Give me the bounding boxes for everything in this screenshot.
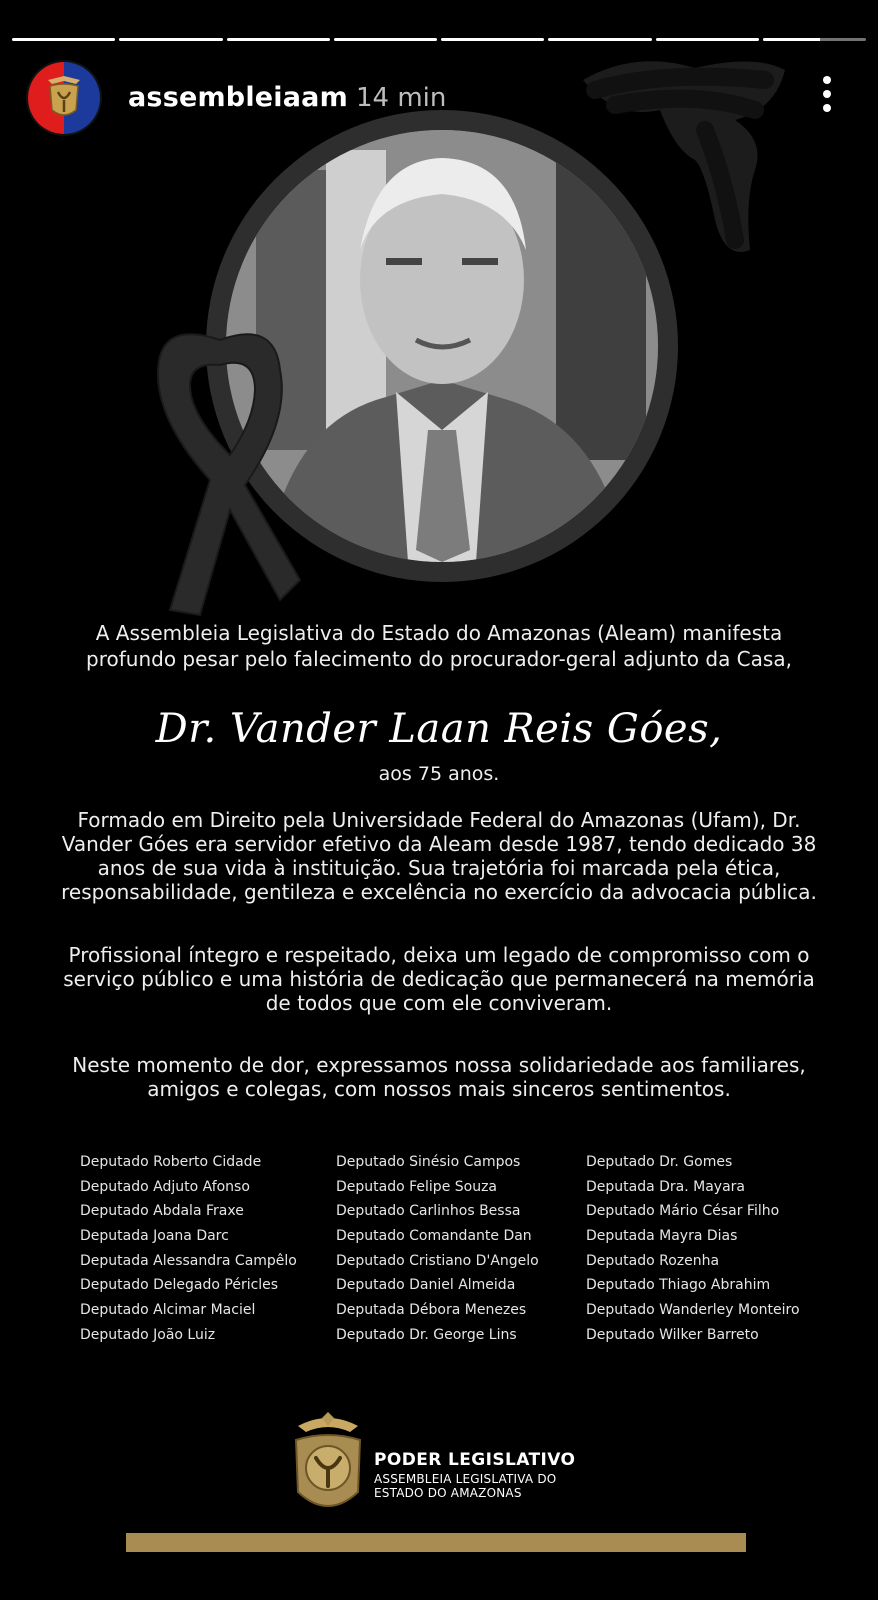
intro-text: A Assembleia Legislativa do Estado do Amazonas (Aleam) manifesta profundo pesar pelo falecimento do procurador-geral adjunto da Casa,	[86, 621, 792, 671]
deputies-list	[80, 1150, 838, 1350]
progress-segment	[119, 38, 222, 41]
deputy-name: Deputada Joana Darc	[80, 1228, 229, 1245]
mourning-ribbon-icon	[150, 310, 310, 630]
deputy-name: Deputado Roberto Cidade	[80, 1154, 262, 1170]
deputy-name: Deputado Adjuto Afonso	[80, 1178, 250, 1195]
footer-subtitle	[374, 1472, 604, 1500]
deputy-name: Deputado Daniel Almeida	[336, 1277, 516, 1294]
progress-segment	[548, 38, 651, 41]
progress-segment	[334, 38, 437, 41]
deputy-name: Deputado Carlinhos Bessa	[336, 1203, 521, 1220]
assembly-crest-icon	[288, 1412, 368, 1522]
deputies-column-3	[586, 1150, 800, 1348]
deputy-name: Deputado Wilker Barreto	[586, 1326, 759, 1343]
deputy-name: Deputada Alessandra Campêlo	[80, 1252, 297, 1269]
deputy-name: Deputado Alcimar Maciel	[80, 1302, 256, 1319]
deputy-name: Deputado Comandante Dan	[336, 1228, 532, 1245]
biography-paragraph: Formado em Direito pela Universidade Federal do Amazonas (Ufam), Dr. Vander Góes era servidor efetivo da Aleam desde 1987, tendo dedicado 38 anos de sua vida à instituição. Sua trajetória foi marcada pela ética, responsabilidade, gentileza e excelência no exercício da advocacia pública.	[61, 808, 817, 904]
deputy-name: Deputado Dr. Gomes	[586, 1154, 733, 1170]
deputies-column-1	[80, 1150, 297, 1348]
deputy-name: Deputado Abdala Fraxe	[80, 1203, 244, 1220]
institution-footer	[288, 1412, 608, 1522]
deputy-name: Deputado Wanderley Monteiro	[586, 1302, 800, 1319]
deputy-name: Deputado Mário César Filho	[586, 1203, 780, 1220]
deputy-name: Deputado Rozenha	[586, 1252, 720, 1269]
deputy-name: Deputado Thiago Abrahim	[586, 1277, 771, 1294]
deceased-name: Dr. Vander Laan Reis Góes,	[155, 706, 723, 752]
username[interactable]: assembleiaam	[128, 82, 348, 113]
deputy-name: Deputado Cristiano D'Angelo	[336, 1252, 539, 1269]
condolences-paragraph: Neste momento de dor, expressamos nossa solidariedade aos familiares, amigos e colegas, com nossos mais sinceros sentimentos.	[72, 1053, 806, 1101]
footer-subtitle-line-2: ESTADO DO AMAZONAS	[374, 1486, 522, 1500]
progress-segment	[763, 38, 866, 41]
deputy-name: Deputado Dr. George Lins	[336, 1326, 517, 1343]
deputy-name: Deputado Felipe Souza	[336, 1178, 498, 1195]
deputy-name: Deputada Débora Menezes	[336, 1302, 527, 1319]
deputy-name: Deputado Delegado Péricles	[80, 1277, 279, 1294]
footer-title: PODER LEGISLATIVO	[374, 1450, 576, 1470]
deputies-column-2	[336, 1150, 539, 1348]
progress-segment	[12, 38, 115, 41]
deputy-name: Deputado João Luiz	[80, 1326, 216, 1343]
footer-subtitle-line-1: ASSEMBLEIA LEGISLATIVA DO	[374, 1472, 557, 1486]
deputy-name: Deputada Dra. Mayara	[586, 1178, 746, 1195]
progress-segment	[227, 38, 330, 41]
deputy-name: Deputado Sinésio Campos	[336, 1154, 521, 1170]
progress-segment	[656, 38, 759, 41]
more-options-icon[interactable]	[820, 76, 834, 116]
progress-segment	[441, 38, 544, 41]
avatar[interactable]	[28, 62, 100, 134]
deputy-name: Deputada Mayra Dias	[586, 1228, 738, 1245]
legacy-paragraph: Profissional íntegro e respeitado, deixa um legado de compromisso com o serviço público e uma história de dedicação que permanecerá na memória de todos que com ele conviveram.	[63, 943, 815, 1015]
crest-icon	[42, 74, 86, 122]
story-progress-bar	[12, 38, 866, 42]
post-time: 14 min	[356, 83, 447, 113]
age-text: aos 75 anos.	[378, 763, 500, 785]
gold-accent-bar	[126, 1533, 746, 1552]
